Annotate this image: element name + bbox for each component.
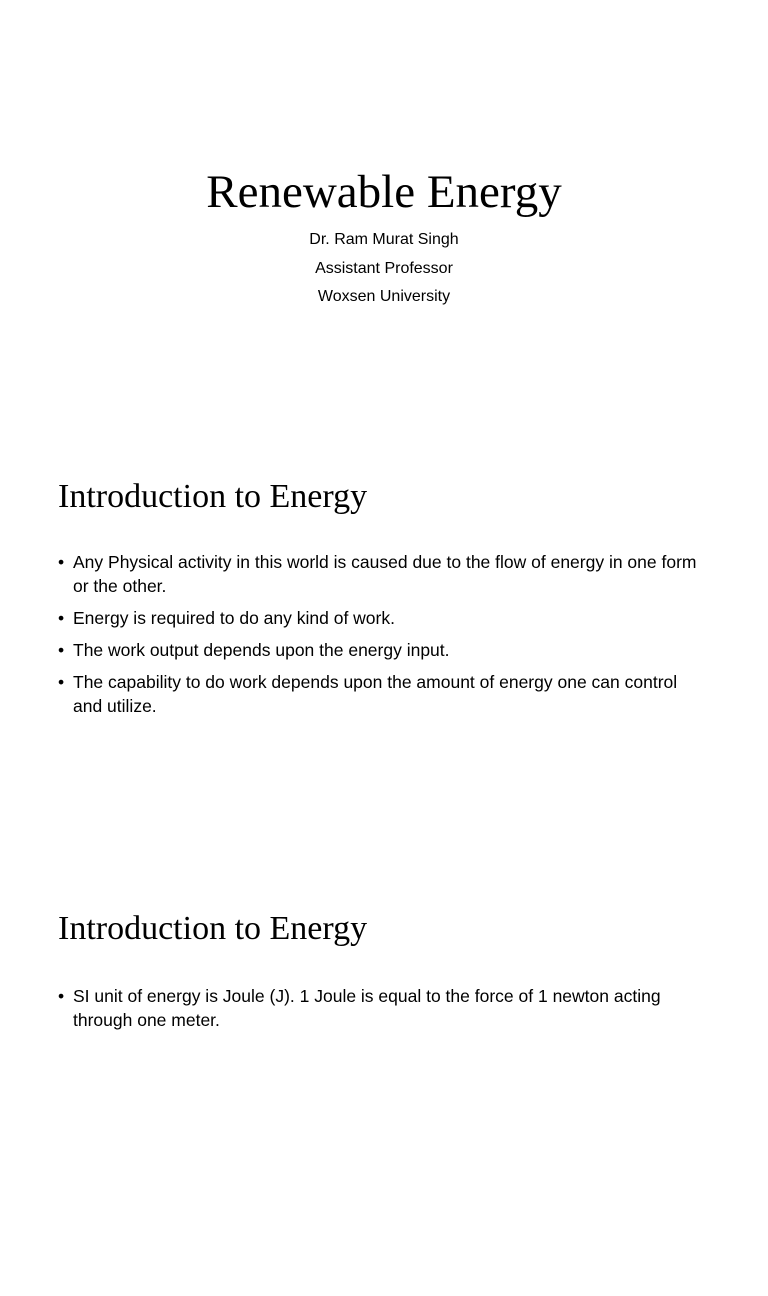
bullet-text: The work output depends upon the energy input. <box>73 640 450 660</box>
slide-heading: Introduction to Energy <box>58 478 368 515</box>
bullet-item <box>58 550 708 598</box>
bullet-marker: • <box>58 672 65 692</box>
bullet-list <box>58 984 708 1040</box>
bullet-marker: • <box>58 640 65 660</box>
bullet-text: The capability to do work depends upon the amount of energy one can control and utilize. <box>73 672 678 716</box>
bullet-item <box>58 670 708 718</box>
bullet-text: Any Physical activity in this world is caused due to the flow of energy in one form or the other. <box>73 552 697 596</box>
slide-introduction-1 <box>0 432 768 864</box>
bullet-marker: • <box>58 986 65 1006</box>
bullet-item <box>58 606 708 630</box>
bullet-marker: • <box>58 552 65 572</box>
bullet-text: SI unit of energy is Joule (J). 1 Joule is equal to the force of 1 newton acting through one meter. <box>73 986 661 1030</box>
slide-title <box>0 0 768 432</box>
bullet-list <box>58 550 708 726</box>
presentation-title: Renewable Energy <box>206 166 562 218</box>
bullet-marker: • <box>58 608 65 628</box>
slide-introduction-2 <box>0 864 768 1296</box>
slide-heading: Introduction to Energy <box>58 910 368 947</box>
author-position: Assistant Professor <box>315 260 453 277</box>
bullet-item <box>58 984 708 1032</box>
author-name: Dr. Ram Murat Singh <box>309 231 459 248</box>
bullet-item <box>58 638 708 662</box>
author-institution: Woxsen University <box>317 288 451 305</box>
bullet-text: Energy is required to do any kind of work. <box>73 608 395 628</box>
